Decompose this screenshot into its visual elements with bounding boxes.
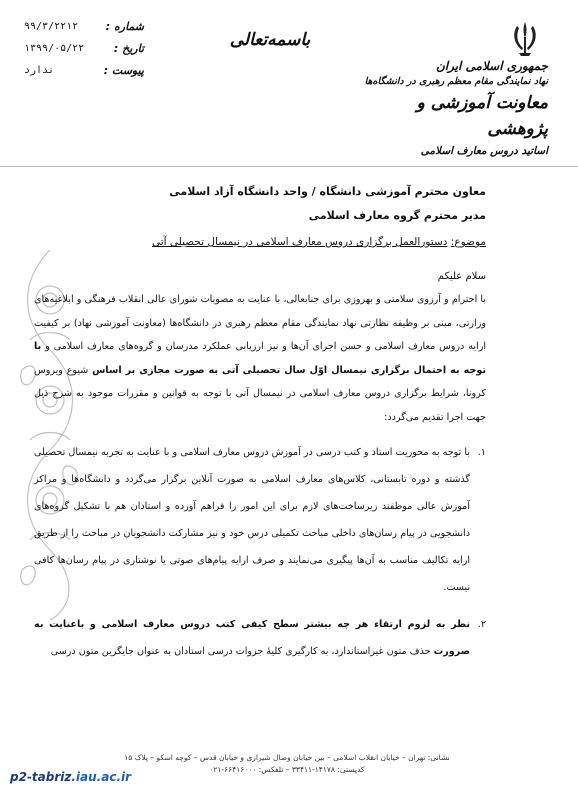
- footer-address: نشانی: تهران – خیابان انقلاب اسلامی – بین خیابان وصال شیرازی و خیابان قدس – کوچه اسکو – پلاک ۱۵: [124, 753, 450, 762]
- letterhead-department: معاونت آموزشی و پژوهشی: [416, 93, 548, 139]
- letterhead-office: نهاد نمایندگی مقام معظم رهبری در دانشگاه‌ها: [364, 76, 548, 87]
- list-item-text: با توجه به محوریت استاد و کتب درسی در آموزش دروس معارف اسلامی و با عنایت به تجربه نیمسال تحصیلی گذشته و دوره تابستانی، کلاس‌های معارف اسلامی به صورت آنلاین برگزار می‌گردد و دانشگاه‌ها و مراکز آموزش عالی موظفند زیرساخت‌های لازم برای این امور را فراهم آورده و استادان هم با تشکیل گروه‌های دانشجویی در پیام رسان‌های داخلی مباحث تکمیلی درس خود و نیز مشارکت دانشجویان در مباحث را از طریق ارایه تکالیف مناسب به آن‌ها پیگیری می‌نمایند و صرف ارایه پیام‌های صوتی یا نوشتاری در پیام رسان‌ها کافی نیست.: [34, 447, 470, 593]
- letter-attachment-label: پیوست :: [103, 64, 144, 77]
- intro-paragraph: [34, 288, 486, 429]
- letter-body: [34, 180, 486, 665]
- list-item-number: ۲.: [477, 619, 486, 630]
- list-item-text-bold: نظر به لزوم ارتقاء هر چه بیشتر سطح کیفی کتب دروس معارف اسلامی و باعنایت به ضرورت: [34, 619, 470, 657]
- letter-date-label: تاریخ :: [113, 42, 144, 55]
- letter-date-value: ۱۳۹۹/۰۵/۲۲: [24, 43, 85, 54]
- bismillah-heading: باسمه‌تعالی: [229, 30, 311, 50]
- subject-text: دستورالعمل برگزاری دروس معارف اسلامی در نیمسال تحصیلی آتی: [151, 236, 448, 248]
- letter-number-label: شماره :: [105, 20, 144, 33]
- list-item: [34, 439, 486, 601]
- list-item: [34, 611, 486, 665]
- letterhead-division: اساتید دروس معارف اسلامی: [420, 145, 548, 157]
- greeting: سلام علیکم: [437, 271, 486, 282]
- intro-paragraph-part-b: شیوع ویروس کرونا، شرایط برگزاری دروس معارف اسلامی در نیمسال آتی با توجه به قوانین و مقررات موجود به شرح ذیل جهت اجرا تقدیم می‌گردد:: [34, 364, 486, 423]
- letter-attachment-row: [24, 60, 144, 82]
- watermark-domain-part2: .iau.ac.ir: [71, 770, 132, 784]
- letterhead-block: [364, 58, 548, 160]
- letter-footer: [122, 752, 452, 776]
- subject-label: موضوع:: [450, 236, 486, 248]
- watermark-domain-part1: p2-tabriz: [10, 770, 72, 784]
- letter-metadata: [24, 16, 144, 82]
- subject-line: [34, 232, 486, 252]
- list-item-number: ۱.: [477, 447, 486, 458]
- intro-paragraph-bold: با توجه به احتمال برگزاری نیمسال اوّل سال تحصیلی آتی به صورت مجازی بر اساس: [34, 341, 486, 376]
- letter-number-value: ۹۹/۳/۲۲۱۲: [24, 21, 79, 32]
- list-item-text-rest: حذف متون غیراستاندارد، به کارگیری کلیهٔ جزوات درسی استادان به عنوان جایگزین متون درسی: [50, 646, 434, 657]
- letterhead-republic: جمهوری اسلامی ایران: [435, 59, 548, 73]
- letter-attachment-value: ندارد: [24, 65, 55, 76]
- header-divider: [0, 166, 578, 167]
- footer-contact: کدپستی: ۱۴۱۷۸-۳۳۴۱۱ – تلفکس: ۶۶۴۱۶۰۰۰-۰۲۱: [209, 765, 365, 774]
- recipient-line-1: معاون محترم آموزشی دانشگاه / واحد دانشگاه آزاد اسلامی: [169, 185, 486, 198]
- letter-number-row: [24, 16, 144, 38]
- iran-emblem-icon: [508, 18, 542, 58]
- recipient-line-2: مدیر محترم گروه معارف اسلامی: [308, 209, 486, 222]
- letter-date-row: [24, 38, 144, 60]
- intro-paragraph-part-a: با احترام و آرزوی سلامتی و بهروزی برای جنابعالی، با عنایت به مصوبات شورای عالی انقلاب فرهنگی و ابلاغیه‌های وزارتی، مبنی بر وظیفه نظارتی نهاد نمایندگی مقام معظم رهبری در دانشگاه‌ها (معاونت آموزشی نهاد) بر کیفیت ارایه دروس معارف اسلامی و حسن اجرای آن‌ها و نیز ارزیابی عملکرد مدرسان و گروه‌های معارف اسلامی و: [34, 294, 486, 352]
- site-watermark: [4, 768, 137, 786]
- list-item-text: [34, 611, 470, 665]
